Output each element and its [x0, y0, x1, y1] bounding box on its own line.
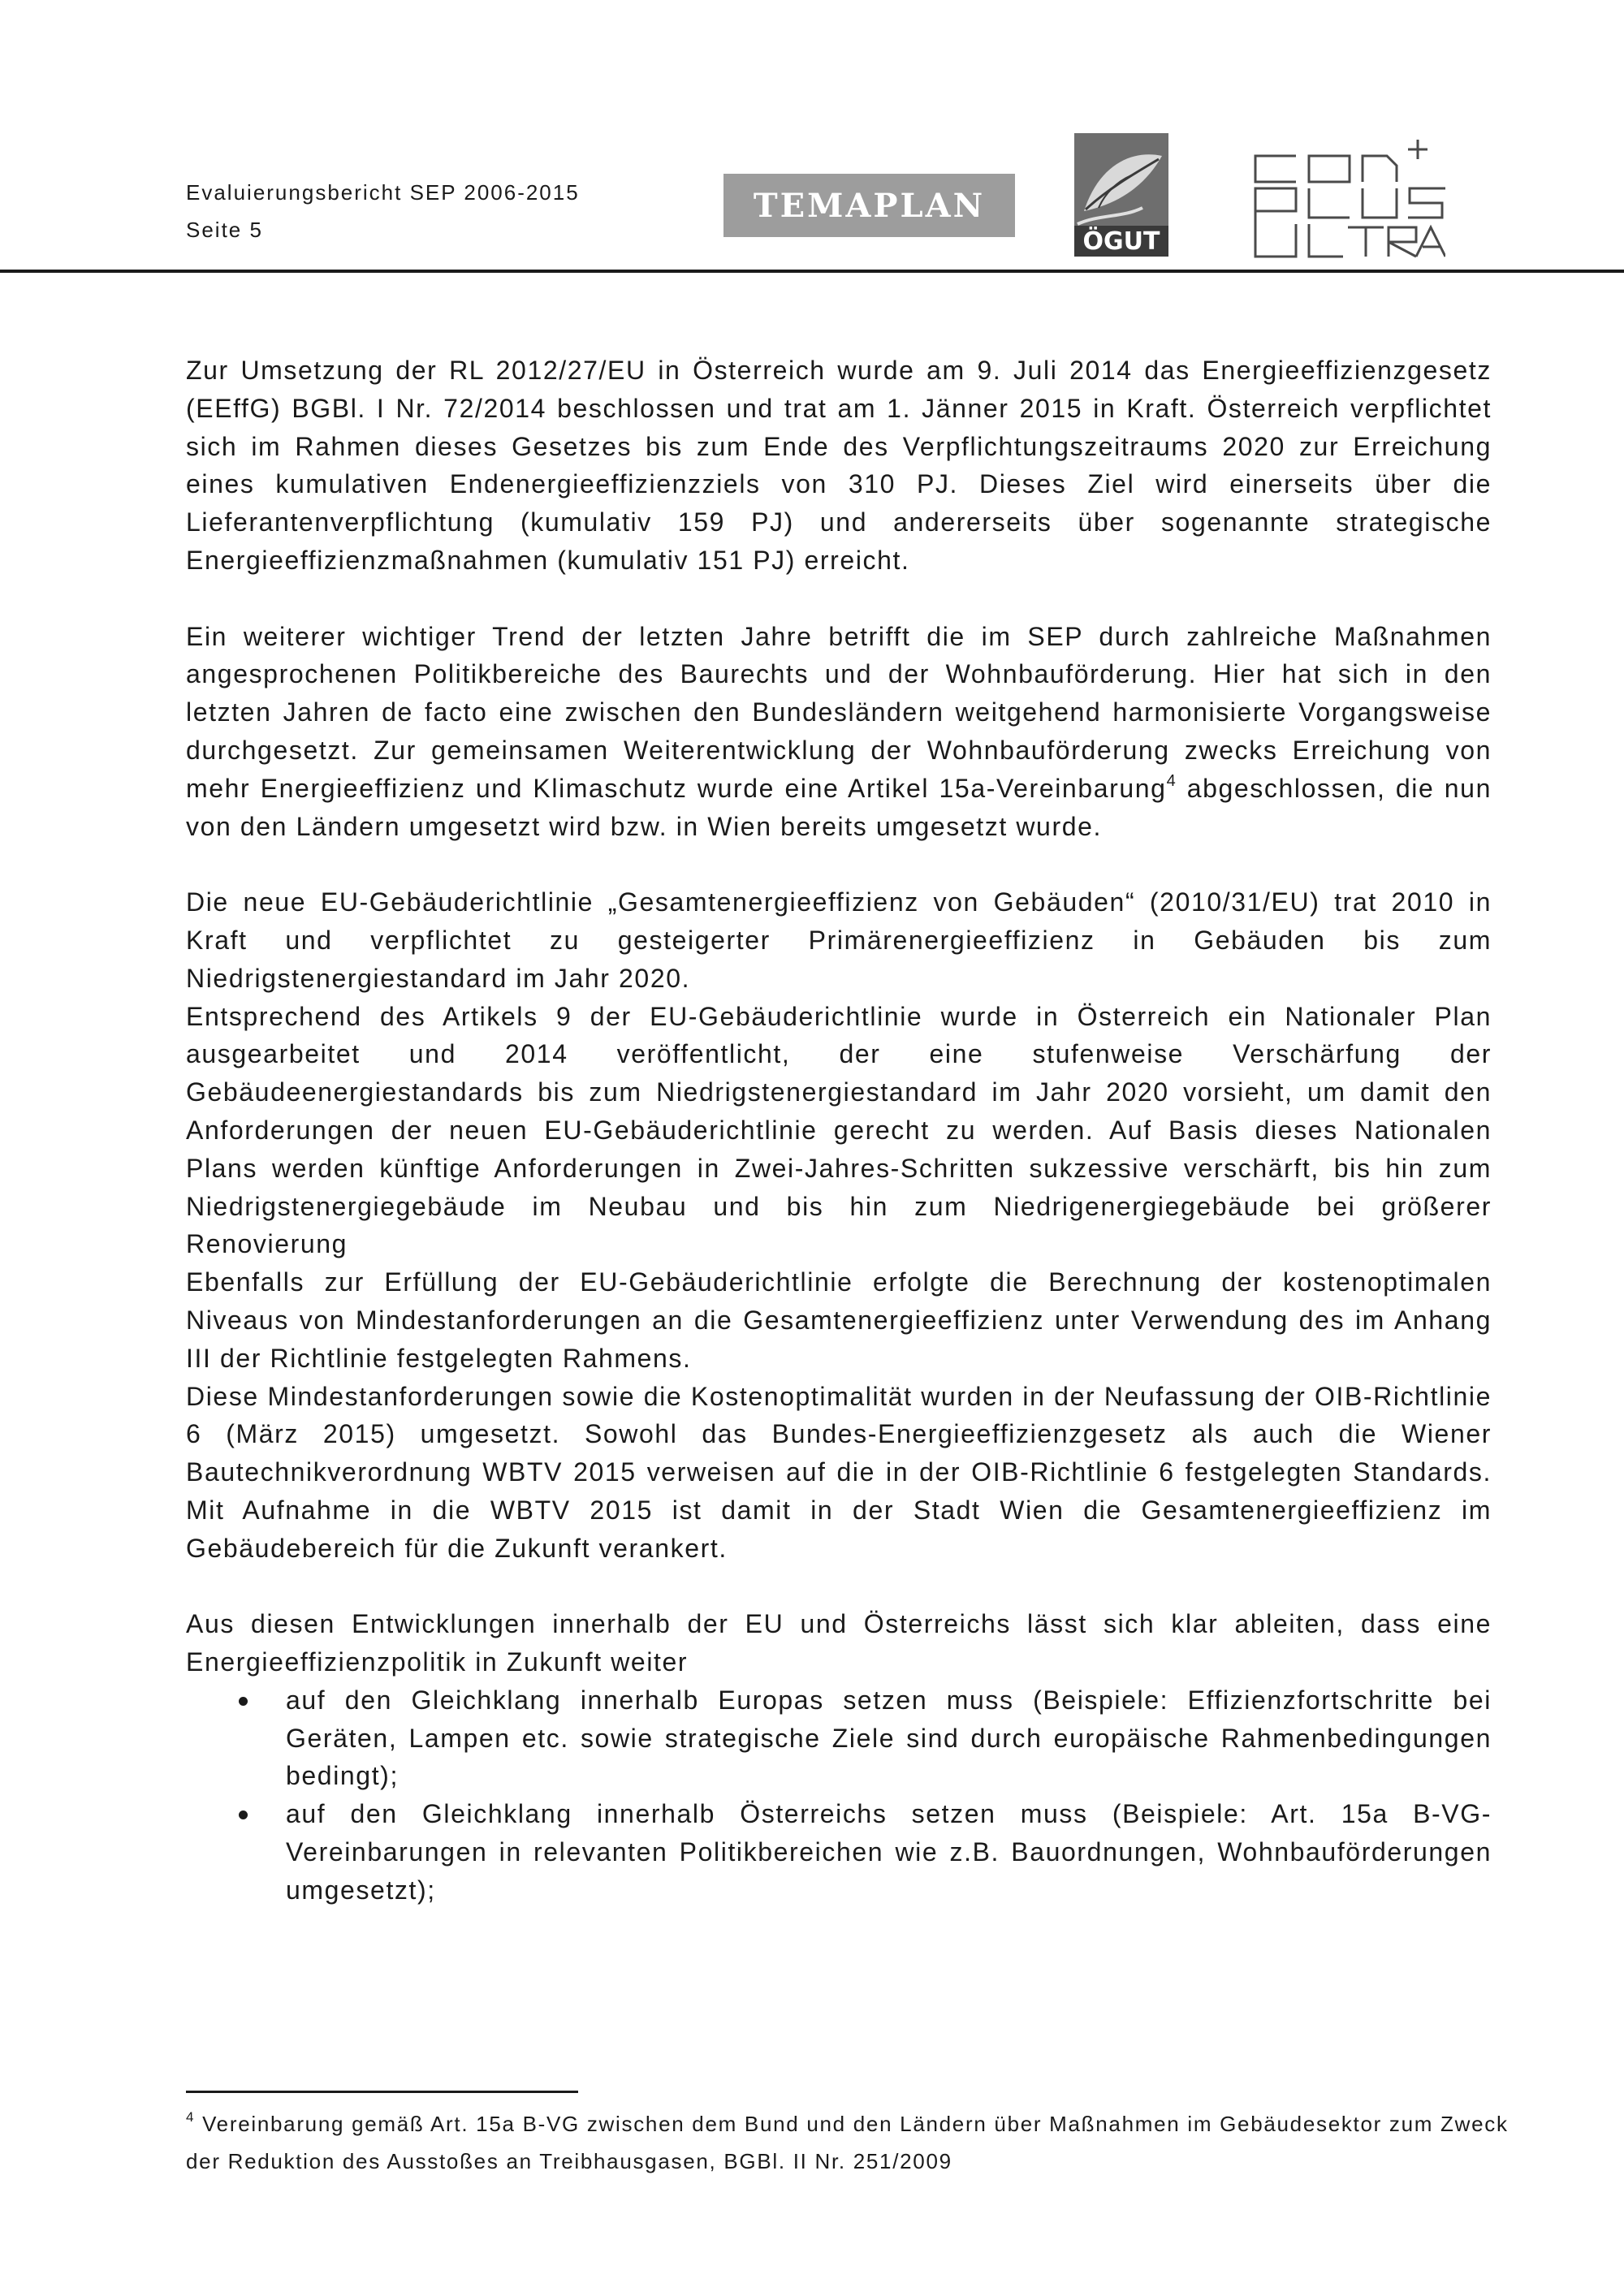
bullet-icon — [239, 1810, 248, 1819]
con-plus-ultra-logo — [1250, 138, 1445, 260]
footnote-reference[interactable]: 4 — [1166, 771, 1177, 790]
paragraph-gebaeuderichtlinie: Die neue EU-Gebäuderichtlinie „Gesamtenergieeffizienz von Gebäuden“ (2010/31/EU) trat 2010 in Kraft und verpflichtet zu gesteigerter Primärenergieeffizienz in Gebäuden bis zum Niedrigstenergiestandard im Jahr 2020. — [186, 887, 1492, 993]
paragraph-conclusion: Aus diesen Entwicklungen innerhalb der EU und Österreichs lässt sich klar ableiten, dass eine Energieeffizienzpolitik in Zukunft weiter — [186, 1609, 1492, 1677]
ogut-logo — [1074, 133, 1168, 257]
paragraph-oib-richtlinie: Diese Mindestanforderungen sowie die Kostenoptimalität wurden in der Neufassung der OIB-Richtlinie 6 (März 2015) umgesetzt. Sowohl das Bundes-Energieeffizienzgesetz als auch die Wiener Bautechnikverordnung WBTV 2015 verweisen auf die in der OIB-Richtlinie 6 festgelegten Standards. Mit Aufnahme in die WBTV 2015 ist damit in der Stadt Wien die Gesamtenergieeffizienz im Gebäudebereich für die Zukunft verankert. — [186, 1381, 1492, 1563]
bullet-list — [186, 1681, 1492, 1910]
paragraph-nationaler-plan: Entsprechend des Artikels 9 der EU-Gebäuderichtlinie wurde in Österreich ein Nationaler Plan ausgearbeitet und 2014 veröffentlicht, der eine stufenweise Verschärfung der Gebäudeenergiestandards bis zum Niedrigstenergiestandard im Jahr 2020 vorsieht, um damit den Anforderungen der neuen EU-Gebäuderichtlinie gerecht zu werden. Auf Basis dieses Nationalen Plans werden künftige Anforderungen in Zwei-Jahres-Schritten sukzessive verschärft, bis hin zum Niedrigstenergiegebäude im Neubau und bis hin zum Niedrigenergiegebäude bei größerer Renovierung — [186, 1001, 1492, 1259]
list-item-text: auf den Gleichklang innerhalb Österreichs setzen muss (Beispiele: Art. 15a B-VG-Vereinbarungen in relevanten Politikbereichen wie z.B. Bauordnungen, Wohnbauförderungen umgesetzt); — [286, 1799, 1492, 1905]
paragraph-eeffg: Zur Umsetzung der RL 2012/27/EU in Österreich wurde am 9. Juli 2014 das Energieeffizienzgesetz (EEffG) BGBl. I Nr. 72/2014 beschlossen und trat am 1. Jänner 2015 in Kraft. Österreich verpflichtet sich im Rahmen dieses Gesetzes bis zum Ende des Verpflichtungszeitraums 2020 zur Erreichung eines kumulativen Endenergieeffizienzziels von 310 PJ. Dieses Ziel wird einerseits über die Lieferantenverpflichtung (kumulativ 159 PJ) und andererseits über sogenannte strategische Energieeffizienzmaßnahmen (kumulativ 151 PJ) erreicht. — [186, 356, 1492, 575]
list-item-text: auf den Gleichklang innerhalb Europas setzen muss (Beispiele: Effizienzfortschritte bei Geräten, Lampen etc. sowie strategische Ziele sind durch europäische Rahmenbedingungen bedingt); — [286, 1685, 1492, 1791]
report-title: Evaluierungsbericht SEP 2006-2015 — [186, 180, 580, 205]
body-text — [186, 352, 1492, 1910]
footnote — [186, 2105, 1518, 2180]
paragraph-kostenoptimal: Ebenfalls zur Erfüllung der EU-Gebäuderichtlinie erfolgte die Berechnung der kostenoptimalen Niveaus von Mindestanforderungen an die Gesamtenergieeffizienz unter Verwendung des im Anhang III der Richtlinie festgelegten Rahmens. — [186, 1267, 1492, 1373]
paragraph-wohnbau-text: Ein weiterer wichtiger Trend der letzten Jahre betrifft die im SEP durch zahlreiche Maßnahmen angesprochenen Politikbereiche des Baurechts und der Wohnbauförderung. Hier hat sich in den letzten Jahren de facto eine zwischen den Bundesländern weitgehend harmonisierte Vorgangsweise durchgesetzt. Zur gemeinsamen Weiterentwicklung der Wohnbauförderung zwecks Erreichung von mehr Energieeffizienz und Klimaschutz wurde eine Artikel 15a-Vereinbarung — [186, 621, 1492, 803]
header-divider — [0, 270, 1624, 273]
list-item — [186, 1681, 1492, 1795]
paragraph-wohnbau — [186, 618, 1492, 846]
footnote-number: 4 — [186, 2109, 196, 2125]
page-header — [0, 0, 1624, 274]
bullet-icon — [239, 1697, 248, 1706]
temaplan-logo: TEMAPLAN — [723, 174, 1015, 237]
footnote-text: Vereinbarung gemäß Art. 15a B-VG zwischen dem Bund und den Ländern über Maßnahmen im Gebäudesektor zum Zweck der Reduktion des Ausstoßes an Treibhausgasen, BGBl. II Nr. 251/2009 — [186, 2112, 1509, 2173]
footnote-separator — [186, 2091, 578, 2093]
paragraph-wohnbau-text-end: abgeschlossen, die nun von den Ländern umgesetzt wird bzw. in Wien bereits umgesetzt wurde. — [186, 773, 1492, 841]
ogut-logo-text: ÖGUT — [1082, 227, 1160, 256]
page-number: Seite 5 — [186, 218, 263, 242]
list-item — [186, 1795, 1492, 1909]
